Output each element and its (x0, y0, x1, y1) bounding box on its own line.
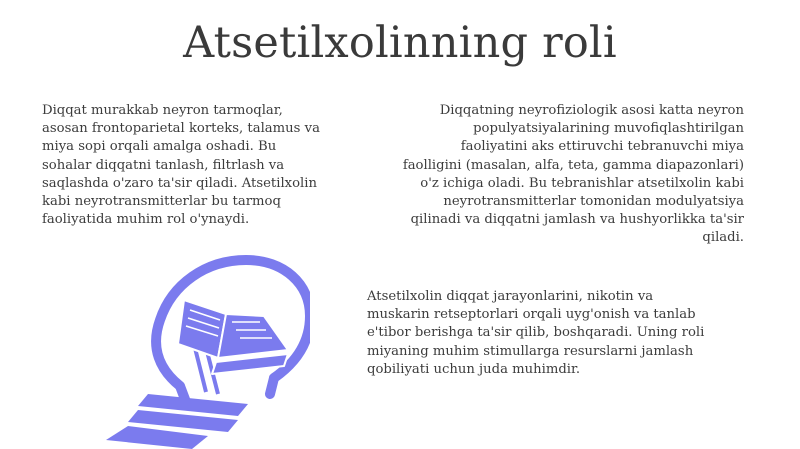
slide-title: Atsetilxolinning roli (183, 18, 617, 68)
paragraph-acetylcholine-role: Atsetilxolin diqqat jarayonlarini, nikotin va muskarin retseptorlari orqali uyg'onish va tanlab e'tibor berishga ta'sir qilib, boshqaradi. Uning roli miyaning muhim stimullarga resurslarni jamlash qobiliyati uchun juda muhimdir. (367, 289, 705, 377)
lightbulb-with-book-icon (88, 254, 310, 449)
paragraph-neurophysiology: Diqqatning neyrofiziologik asosi katta neyron populyatsiyalarining muvofiqlashtirilgan faoliyatini aks ettiruvchi tebranuvchi miya faolligini (masalan, alfa, teta, gamma diapazonlari) o'z ichiga oladi. Bu tebranishlar atsetilxolin kabi neyrotransmitterlar tomonidan modulyatsiya qilinadi va diqqatni jamlash va hushyorlikka ta'sir qiladi. (402, 103, 744, 246)
paragraph-attention-networks: Diqqat murakkab neyron tarmoqlar, asosan frontoparietal korteks, talamus va miya sopi orqali amalga oshadi. Bu sohalar diqqatni tanlash, filtrlash va saqlashda o'zaro ta'sir qiladi. Atsetilxolin kabi neyrotransmitterlar bu tarmoq faoliyatida muhim rol o'ynaydi. (42, 103, 320, 228)
